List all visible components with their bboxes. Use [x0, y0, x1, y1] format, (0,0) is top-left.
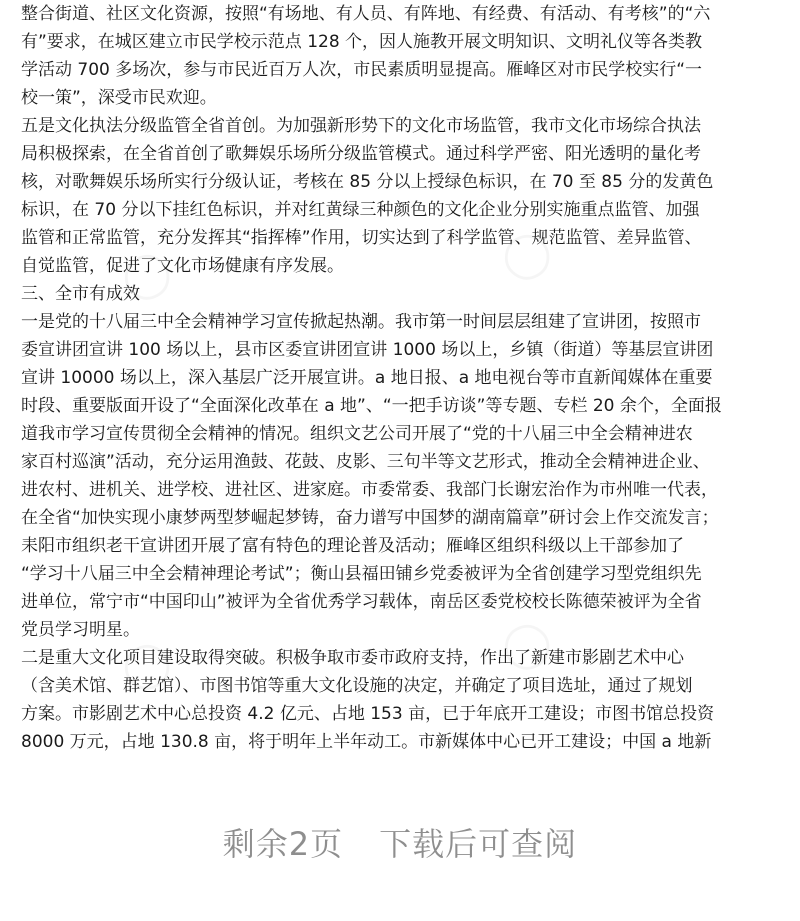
watermark: ◯: [489, 610, 560, 681]
text-line: 局积极探索，在全省首创了歌舞娱乐场所分级监管模式。通过科学严密、阳光透明的量化考: [21, 144, 701, 164]
text-line: 一是党的十八届三中全会精神学习宣传掀起热潮。我市第一时间层层组建了宣讲团，按照市: [21, 312, 701, 332]
text-line: 委宣讲团宣讲 100 场以上，县市区委宣讲团宣讲 1000 场以上，乡镇（街道）等基层宣讲团: [21, 340, 714, 360]
text-line: 校一策”，深受市民欢迎。: [21, 88, 217, 108]
text-line: 方案。市影剧艺术中心总投资 4.2 亿元、占地 153 亩，已于年底开工建设；市图书馆总投资: [21, 704, 715, 724]
text-line: 党员学习明星。: [21, 620, 140, 640]
text-line: 时段、重要版面开设了“全面深化改革在 a 地”、“一把手访谈”等专题、专栏 20 余个，全面报: [21, 396, 722, 416]
text-line: 自觉监管，促进了文化市场健康有序发展。: [21, 256, 344, 276]
download-prompt[interactable]: [0, 822, 800, 866]
remaining-pages-label: 剩余2页: [222, 825, 344, 863]
text-line: 二是重大文化项目建设取得突破。积极争取市委市政府支持，作出了新建市影剧艺术中心: [21, 648, 684, 668]
text-line: 标识，在 70 分以下挂红色标识，并对红黄绿三种颜色的文化企业分别实施重点监管、加强: [21, 200, 700, 220]
text-line: 整合街道、社区文化资源，按照“有场地、有人员、有阵地、有经费、有活动、有考核”的“六: [21, 4, 711, 24]
text-line: 耒阳市组织老干宣讲团开展了富有特色的理论普及活动；雁峰区组织科级以上干部参加了: [21, 536, 684, 556]
text-line: 有”要求，在城区建立市民学校示范点 128 个，因人施教开展文明知识、文明礼仪等各类教: [21, 32, 703, 52]
download-to-view-label[interactable]: 下载后可查阅: [379, 825, 578, 863]
text-line: 进单位，常宁市“中国印山”被评为全省优秀学习载体，南岳区委党校校长陈德荣被评为全省: [21, 592, 702, 612]
text-line: 在全省“加快实现小康梦两型梦崛起梦铸，奋力谱写中国梦的湖南篇章”研讨会上作交流发言；: [21, 508, 719, 528]
text-line: 进农村、进机关、进学校、进社区、进家庭。市委常委、我部门长谢宏治作为市州唯一代表，: [21, 480, 718, 500]
text-line: 核，对歌舞娱乐场所实行分级认证，考核在 85 分以上授绿色标识，在 70 至 85 分的发黄色: [21, 172, 714, 192]
watermark: ◯: [489, 220, 560, 291]
text-line: 监管和正常监管，充分发挥其“指挥棒”作用，切实达到了科学监管、规范监管、差异监管、: [21, 228, 702, 248]
text-line: 8000 万元，占地 130.8 亩，将于明年上半年动工。市新媒体中心已开工建设；中国 a 地新: [21, 732, 712, 752]
watermark: ◯: [109, 240, 180, 311]
text-line: “学习十八届三中全会精神理论考试”；衡山县福田铺乡党委被评为全省创建学习型党组织先: [21, 564, 702, 584]
text-line: 宣讲 10000 场以上，深入基层广泛开展宣讲。a 地日报、a 地电视台等市直新闻媒体在重要: [21, 368, 713, 388]
section-heading: 三、全市有成效: [21, 284, 140, 304]
text-line: 学活动 700 多场次，参与市民近百万人次，市民素质明显提高。雁峰区对市民学校实行“一: [21, 60, 703, 80]
text-line: （含美术馆、群艺馆）、市图书馆等重大文化设施的决定，并确定了项目选址，通过了规划: [21, 676, 693, 696]
text-line: 家百村巡演”活动，充分运用渔鼓、花鼓、皮影、三句半等文艺形式，推动全会精神进企业、: [21, 452, 710, 472]
text-line: 道我市学习宣传贯彻全会精神的情况。组织文艺公司开展了“党的十八届三中全会精神进农: [21, 424, 693, 444]
text-line: 五是文化执法分级监管全省首创。为加强新形势下的文化市场监管，我市文化市场综合执法: [21, 116, 701, 136]
watermark: ◯: [109, 630, 180, 701]
